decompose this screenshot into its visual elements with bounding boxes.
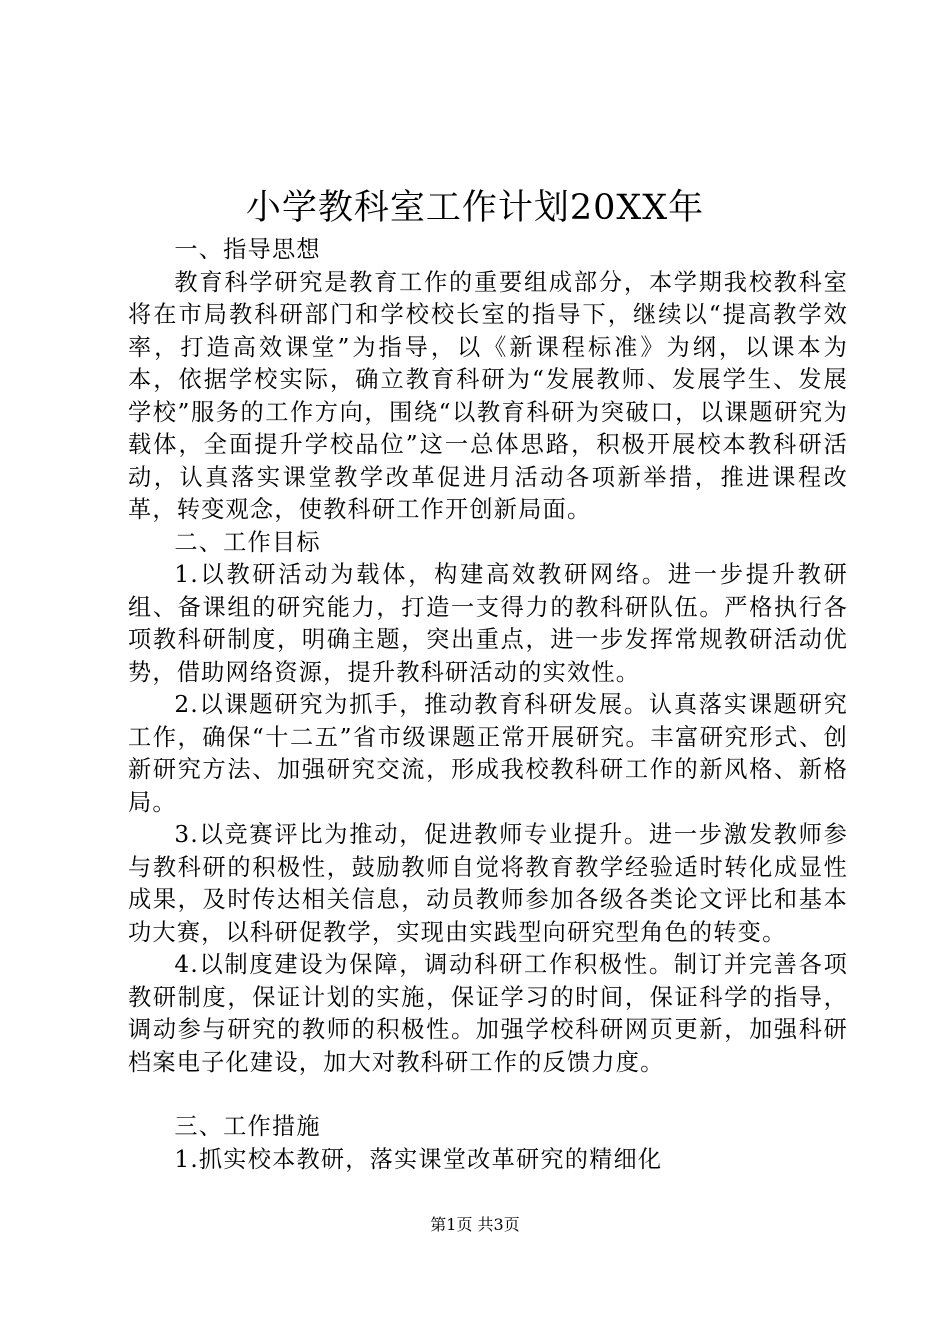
page-footer: 第1页 共3页: [430, 1215, 520, 1234]
section-heading-measures: 三、工作措施: [174, 1113, 321, 1140]
goal-item: 2.以课题研究为抓手，推动教育科研发展。认真落实课题研究工作，确保“十二五”省市级课题正常开展研究。丰富研究形式、创新研究方法、加强研究交流，形成我校教科研工作的新风格、新格局。: [128, 691, 848, 816]
goal-item: 1.以教研活动为载体，构建高效教研网络。进一步提升教研组、备课组的研究能力，打造一支得力的教科研队伍。严格执行各项教科研制度，明确主题，突出重点，进一步发挥常规教研活动优势，借助网络资源，提升教科研活动的实效性。: [128, 561, 848, 686]
section-heading-guiding: 一、指导思想: [174, 236, 321, 263]
goal-item: 3.以竞赛评比为推动，促进教师专业提升。进一步激发教师参与教科研的积极性，鼓励教师自觉将教育教学经验适时转化成显性成果，及时传达相关信息，动员教师参加各级各类论文评比和基本功大赛，以科研促教学，实现由实践型向研究型角色的转变。: [128, 821, 848, 946]
document-body: [128, 234, 848, 1176]
goal-item: 4.以制度建设为保障，调动科研工作积极性。制订并完善各项教研制度，保证计划的实施，保证学习的时间，保证科学的指导，调动参与研究的教师的积极性。加强学校科研网页更新，加强科研档案电子化建设，加大对教科研工作的反馈力度。: [128, 951, 848, 1076]
document-title: 小学教科室工作计划20XX年: [245, 188, 705, 228]
paragraph-guiding: 教育科学研究是教育工作的重要组成部分，本学期我校教科室将在市局教科研部门和学校校长室的指导下，继续以“提高教学效率，打造高效课堂”为指导，以《新课程标准》为纲，以课本为本，依据学校实际，确立教育科研为“发展教师、发展学生、发展学校”服务的工作方向，围绕“以教育科研为突破口，以课题研究为载体，全面提升学校品位”这一总体思路，积极开展校本教科研活动，认真落实课堂教学改革促进月活动各项新举措，推进课程改革，转变观念，使教科研工作开创新局面。: [128, 268, 848, 523]
measure-item: 1.抓实校本教研，落实课堂改革研究的精细化: [174, 1145, 663, 1173]
section-heading-goals: 二、工作目标: [174, 528, 321, 556]
